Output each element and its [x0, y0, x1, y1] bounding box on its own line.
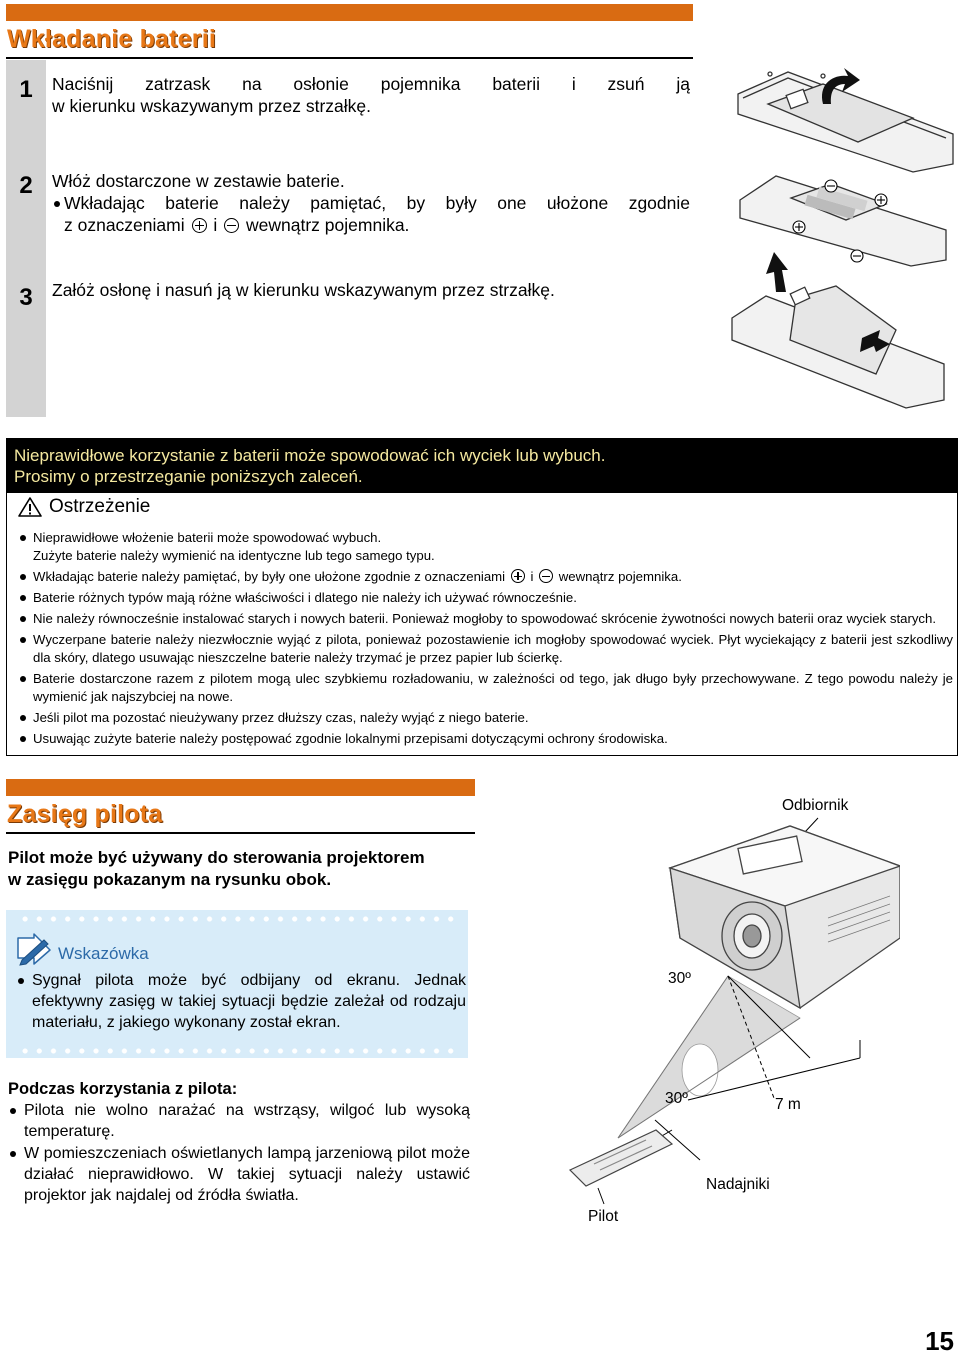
- hint-dots-top: [18, 916, 460, 922]
- warning-header: [7, 439, 957, 493]
- warning-header-line1: Nieprawidłowe korzystanie z baterii może spowodować ich wyciek lub wybuch.: [14, 446, 606, 465]
- warning-list: [19, 529, 953, 751]
- warning-triangle-icon: [17, 496, 43, 518]
- warning-item: [19, 529, 953, 565]
- range-diagram: [560, 808, 900, 1228]
- warning-title: [17, 496, 150, 518]
- distance-label: 7 m: [775, 1096, 801, 1113]
- warning-item: Baterie różnych typów mają różne właściwości i dlatego nie należy ich używać równocześnie.: [19, 589, 953, 607]
- step-2-line1: Włóż dostarczone w zestawie baterie.: [52, 171, 345, 191]
- range-intro-line2: w zasięgu pokazanym na rysunku obok.: [8, 870, 332, 889]
- warning-item-pre: Wkładając baterie należy pamiętać, by były one ułożone zgodnie z oznaczeniami: [33, 569, 506, 584]
- warning-item: [19, 568, 953, 586]
- usage-list: [8, 1100, 470, 1207]
- plus-sign-icon: [511, 569, 525, 583]
- step-1-text: [52, 73, 690, 117]
- step-2-bullet-line1: Wkładając baterie należy pamiętać, by były one ułożone zgodnie: [64, 193, 690, 213]
- step-2-bullet-line2: [64, 214, 690, 236]
- hint-box: [6, 910, 468, 1058]
- warning-item: Usuwając zużyte baterie należy postępować zgodnie lokalnymi przepisami dotyczącymi ochrony środowiska.: [19, 730, 953, 748]
- steps-column: [6, 60, 46, 417]
- remote-close-cover-illustration: [726, 248, 958, 410]
- hint-dots-bottom: [18, 1048, 460, 1054]
- hint-list: [16, 970, 466, 1033]
- section-title-underline: [6, 832, 475, 834]
- warning-item-mid: i: [530, 569, 534, 584]
- warning-item: Jeśli pilot ma pozostać nieużywany przez dłuższy czas, należy wyjąć z niego baterie.: [19, 709, 953, 727]
- angle-label-top: 30º: [668, 970, 691, 987]
- warning-item: Nie należy równocześnie instalować starych i nowych baterii. Ponieważ mogłoby to spowodować skrócenie żywotności nowych baterii oraz wyciek starych.: [19, 610, 953, 628]
- angle-label-bottom: 30º: [665, 1090, 688, 1107]
- section-title-battery: Wkładanie baterii: [7, 25, 217, 53]
- receiver-label: Odbiornik: [782, 797, 849, 814]
- warning-item-text: Nieprawidłowe włożenie baterii może spowodować wybuch.: [33, 530, 382, 545]
- bullet-dot: [54, 201, 60, 207]
- step-number-2: 2: [19, 172, 33, 199]
- step-1-line2: w kierunku wskazywanym przez strzałkę.: [52, 96, 371, 116]
- hint-title: Wskazówka: [58, 944, 149, 963]
- warning-header-line2: Prosimy o przestrzeganie poniższych zaleceń.: [14, 467, 363, 486]
- usage-title: Podczas korzystania z pilota:: [8, 1080, 238, 1098]
- usage-item: W pomieszczeniach oświetlanych lampą jarzeniową pilot może działać nieprawidłowo. W takiej sytuacji należy ustawić projektor jak najdalej od źródła światła.: [8, 1143, 470, 1206]
- warning-item: Baterie dostarczone razem z pilotem mogą ulec szybkiemu rozładowaniu, w zależności od tego, jak długo były przechowywane. Z tego powodu należy je wymienić jak najszybciej na nowe.: [19, 670, 953, 706]
- minus-sign-icon: [539, 569, 553, 583]
- step-number-1: 1: [19, 76, 33, 103]
- range-intro: [8, 847, 470, 891]
- warning-title-text: Ostrzeżenie: [49, 496, 151, 517]
- range-intro-line1: Pilot może być używany do sterowania projektorem: [8, 848, 425, 867]
- warning-item-post: wewnątrz pojemnika.: [558, 569, 682, 584]
- warning-item: Wyczerpane baterie należy niezwłocznie wyjąć z pilota, ponieważ pozostawienie ich mogłoby spowodować wyciek. Płyt wyciekający z baterii jest szkodliwy dla skóry, dlatego usuwając nieszczelne baterie należy trzymać je przez papier lub ścierkę.: [19, 631, 953, 667]
- section-title-range: Zasięg pilota: [7, 800, 163, 828]
- warning-item-cont: Zużyte baterie należy wymienić na identyczne lub tego samego typu.: [33, 548, 435, 563]
- step-2-bullet-mid: i: [213, 215, 218, 235]
- section-header-bar: [6, 779, 475, 796]
- step-2-text: [52, 170, 690, 236]
- step-2-bullet: [52, 192, 690, 236]
- battery-warning-box: [6, 438, 958, 756]
- section-header-bar: [6, 4, 693, 21]
- remote-label: Pilot: [588, 1208, 619, 1225]
- minus-sign-icon: [224, 218, 239, 233]
- step-3-text: Załóż osłonę i nasuń ją w kierunku wskazywanym przez strzałkę.: [52, 280, 555, 300]
- remote-open-cover-illustration: [728, 64, 958, 174]
- step-2-bullet-pre: z oznaczeniami: [64, 215, 185, 235]
- page-number: 15: [925, 1326, 954, 1356]
- transmitters-label: Nadajniki: [706, 1176, 770, 1193]
- section-title-underline: [6, 57, 693, 59]
- usage-item: Pilota nie wolno narażać na wstrząsy, wilgoć lub wysoką temperaturę.: [8, 1100, 470, 1142]
- step-number-3: 3: [19, 284, 33, 311]
- step-1-line1: Naciśnij zatrzask na osłonie pojemnika baterii i zsuń ją: [52, 74, 690, 94]
- step-2-bullet-post: wewnątrz pojemnika.: [246, 215, 410, 235]
- pencil-note-icon: [14, 932, 54, 966]
- hint-item: Sygnał pilota może być odbijany od ekranu. Jednak efektywny zasięg w takiej sytuacji będzie zależał od rodzaju materiału, z jakiego wykonany został ekran.: [16, 970, 466, 1033]
- plus-sign-icon: [192, 218, 207, 233]
